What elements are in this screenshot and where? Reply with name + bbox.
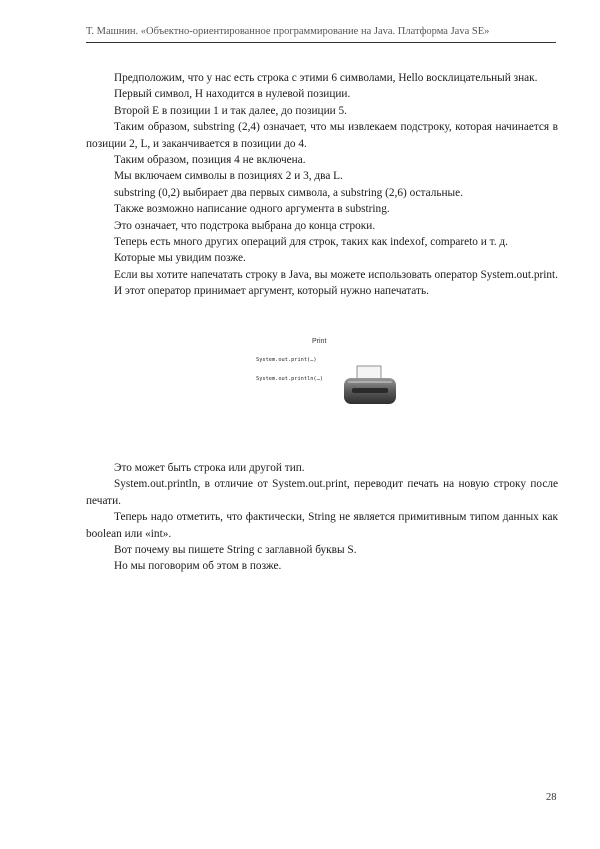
- paragraph: Вот почему вы пишете String с заглавной буквы S.: [114, 544, 357, 557]
- paragraph: Предположим, что у нас есть строка с этими 6 символами, Hello восклицательный знак.: [114, 72, 538, 84]
- paragraph: Это может быть строка или другой тип.: [114, 462, 305, 474]
- paragraph: Это означает, что подстрока выбрана до конца строки.: [114, 219, 376, 232]
- code-println: System.out.println(…): [256, 376, 323, 382]
- paragraph: Если вы хотите напечатать строку в Java, вы можете использовать оператор System.out.print.: [114, 268, 558, 281]
- print-figure: [236, 330, 446, 450]
- paragraph: System.out.println, в отличие от System.out.print, переводит печать на новую строку после печати.: [86, 478, 558, 507]
- paragraph: И этот оператор принимает аргумент, который нужно напечатать.: [114, 285, 429, 298]
- paragraph: Мы включаем символы в позициях 2 и 3, два L.: [114, 170, 343, 183]
- printer-icon: [340, 364, 400, 408]
- running-header: Т. Машнин. «Объектно-ориентированное программирование на Java. Платформа Java SE»: [86, 26, 490, 37]
- header-rule: [86, 42, 556, 43]
- paragraph: Теперь есть много других операций для строк, таких как indexof, compareto и т. д.: [114, 236, 508, 249]
- paragraph: Также возможно написание одного аргумента в substring.: [114, 203, 390, 216]
- paragraph: substring (0,2) выбирает два первых символа, а substring (2,6) остальные.: [114, 186, 463, 199]
- page-number: 28: [546, 792, 557, 803]
- body-text-top: [86, 70, 558, 300]
- paragraph: Первый символ, H находится в нулевой позиции.: [114, 88, 351, 101]
- paragraph: Теперь надо отметить, что фактически, String не является примитивным типом данных как boolean или «int».: [86, 511, 558, 540]
- code-print: System.out.print(…): [256, 357, 317, 363]
- paragraph: Таким образом, позиция 4 не включена.: [114, 154, 306, 167]
- paragraph: Второй E в позиции 1 и так далее, до позиции 5.: [114, 104, 347, 117]
- body-text-bottom: [86, 460, 558, 575]
- paragraph: Которые мы увидим позже.: [114, 252, 246, 265]
- figure-title: Print: [312, 338, 327, 345]
- paragraph: Таким образом, substring (2,4) означает, что мы извлекаем подстроку, которая начинается в позиции 2, L, и заканчивается в позиции до 4.: [86, 121, 558, 150]
- paragraph: Но мы поговорим об этом в позже.: [114, 560, 282, 573]
